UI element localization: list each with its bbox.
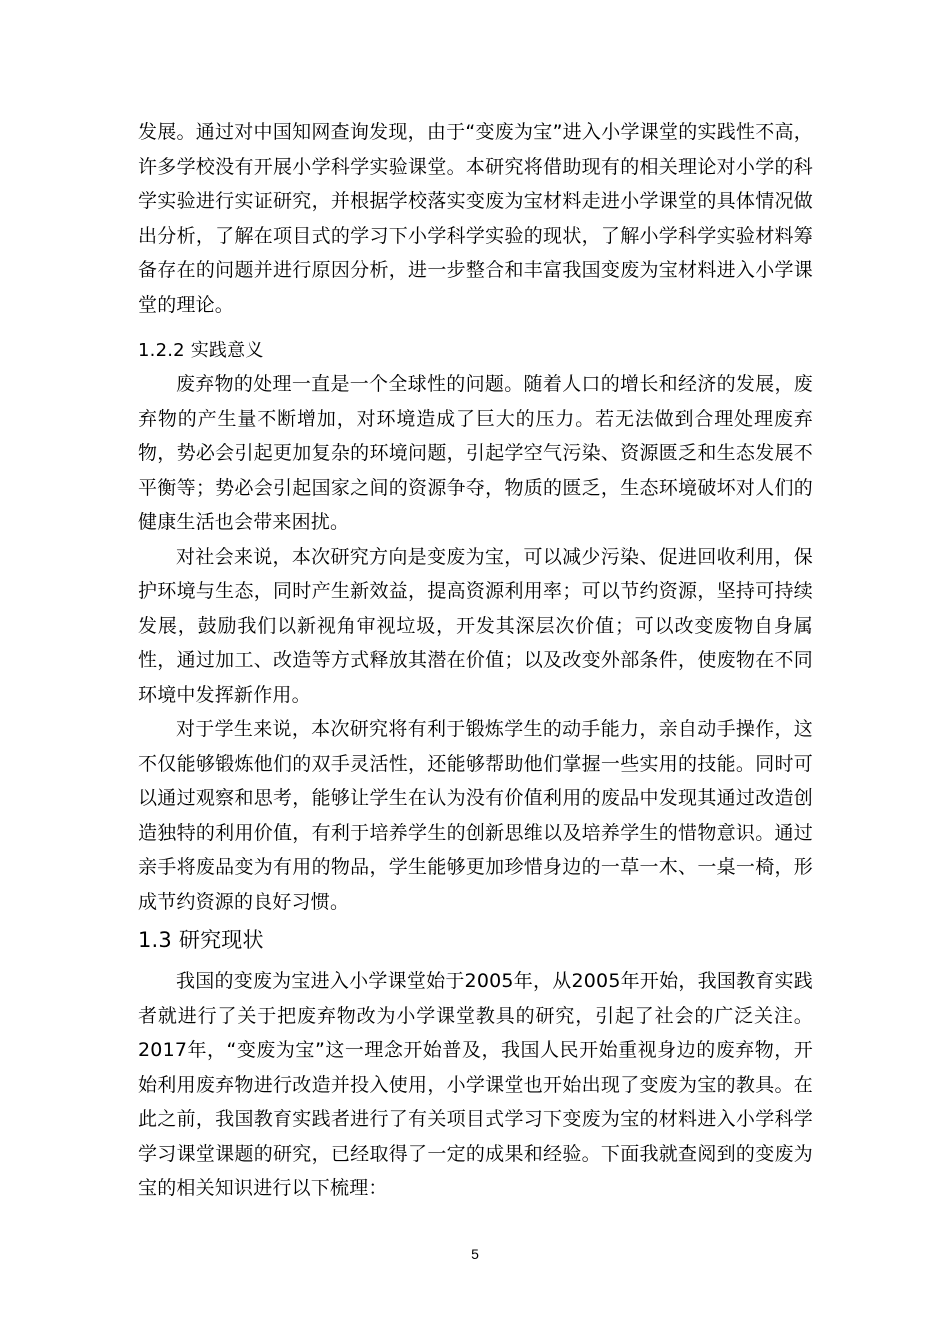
paragraph-theoretical-significance-continued: 发展。通过对中国知网查询发现，由于“变废为宝”进入小学课堂的实践性不高，许多学校没有开展小学科学实验课堂。本研究将借助现有的相关理论对小学的科学实验进行实证研究，并根据学校落实变废为宝材料走进小学课堂的具体情况做出分析，了解在项目式的学习下小学科学实验的现状，了解小学科学实验材料筹备存在的问题并进行原因分析，进一步整合和丰富我国变废为宝材料进入小学课堂的理论。 bbox=[138, 121, 813, 316]
paragraph-waste-problem: 废弃物的处理一直是一个全球性的问题。随着人口的增长和经济的发展，废弃物的产生量不断增加，对环境造成了巨大的压力。若无法做到合理处理废弃物，势必会引起更加复杂的环境问题，引起学空气污染、资源匮乏和生态发展不平衡等；势必会引起国家之间的资源争夺，物质的匮乏，生态环境破坏对人们的健康生活也会带来困扰。 bbox=[138, 373, 813, 533]
page-number: 5 bbox=[471, 1246, 479, 1262]
section-heading-research-status: 1.3 研究现状 bbox=[138, 928, 264, 952]
body-text bbox=[138, 115, 813, 1206]
paragraph-research-status: 我国的变废为宝进入小学课堂始于2005年，从2005年开始，我国教育实践者就进行了关于把废弃物改为小学课堂教具的研究，引起了社会的广泛关注。2017年，“变废为宝”这一理念开始普及，我国人民开始重视身边的废弃物，开始利用废弃物进行改造并投入使用，小学课堂也开始出现了变废为宝的教具。在此之前，我国教育实践者进行了有关项目式学习下变废为宝的材料进入小学科学学习课堂课题的研究，已经取得了一定的成果和经验。下面我就查阅到的变废为宝的相关知识进行以下梳理： bbox=[138, 970, 813, 1199]
paragraph-student-significance: 对于学生来说，本次研究将有利于锻炼学生的动手能力，亲自动手操作，这不仅能够锻炼他们的双手灵活性，还能够帮助他们掌握一些实用的技能。同时可以通过观察和思考，能够让学生在认为没有价值利用的废品中发现其通过改造创造独特的利用价值，有利于培养学生的创新思维以及培养学生的惜物意识。通过亲手将废品变为有用的物品，学生能够更加珍惜身边的一草一木、一桌一椅，形成节约资源的良好习惯。 bbox=[138, 718, 813, 913]
paragraph-society-significance: 对社会来说，本次研究方向是变废为宝，可以减少污染、促进回收利用，保护环境与生态，同时产生新效益，提高资源利用率；可以节约资源，坚持可持续发展，鼓励我们以新视角审视垃圾，开发其深层次价值；可以改变废物自身属性，通过加工、改造等方式释放其潜在价值；以及改变外部条件，使废物在不同环境中发挥新作用。 bbox=[138, 545, 813, 706]
section-heading-practical-significance: 1.2.2 实践意义 bbox=[138, 340, 264, 361]
